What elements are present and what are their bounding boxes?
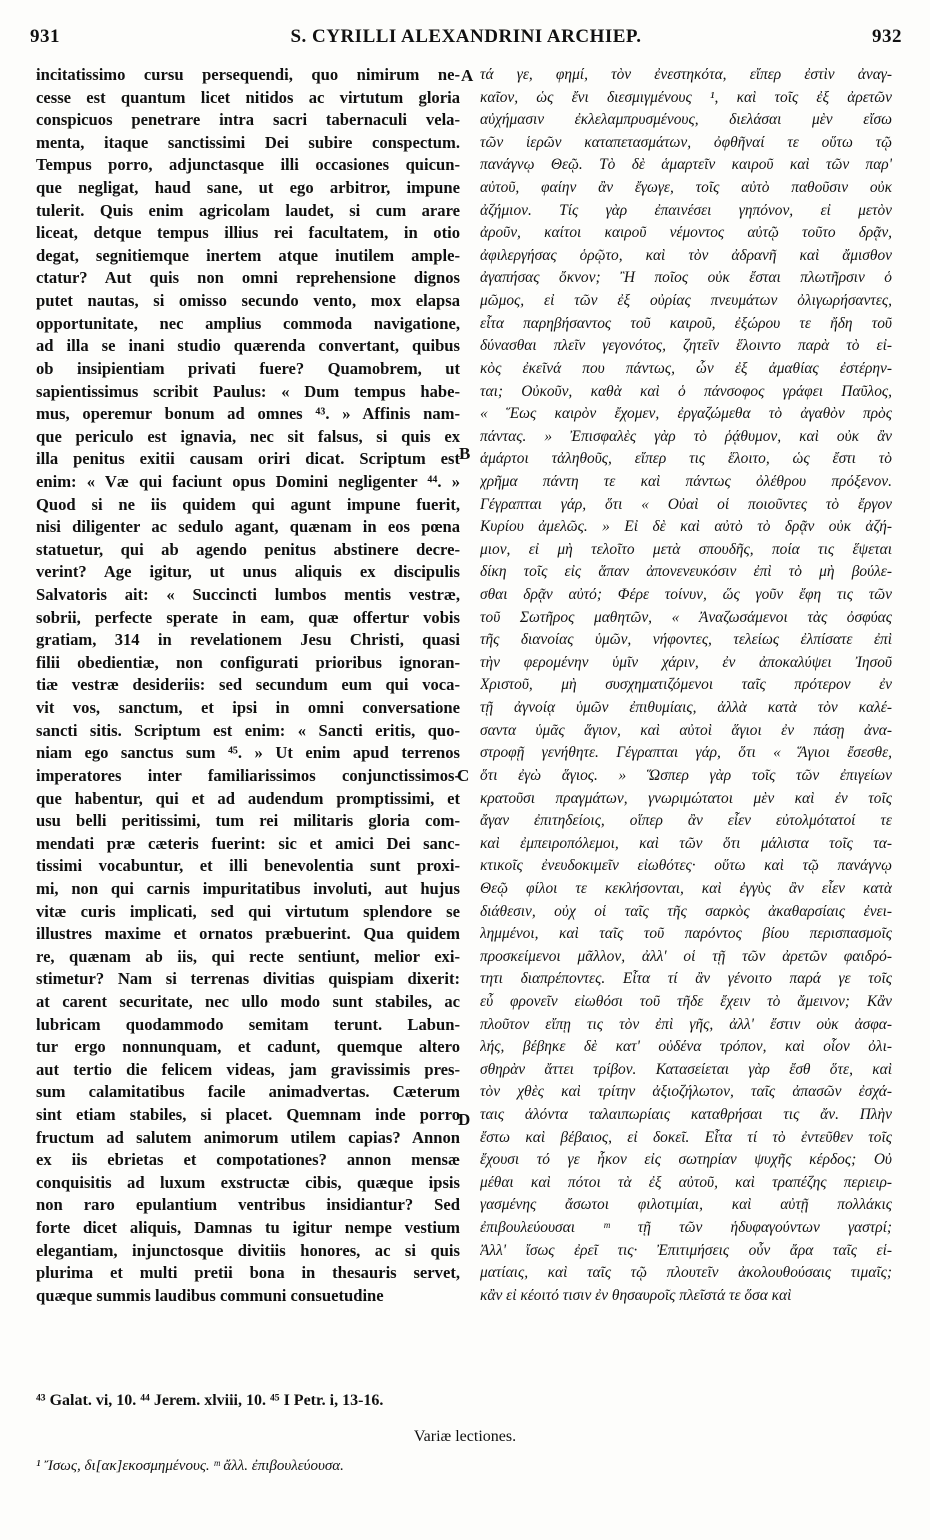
text-line: Γέγραπται γάρ, ὅτι « Οὐαὶ οἱ ποιοῦντες τὸ ἔργον — [480, 495, 892, 513]
text-line: τὴν φερομένην ὑμῖν χάριν, ἐν ἀποκαλύψει Ἰησοῦ — [480, 653, 892, 671]
text-line: ex iis ebrietas et compotationes? annon mensæ — [36, 1150, 460, 1170]
text-line: προσκείμενοι μᾶλλον, ἀλλ' οἱ τῇ τῶν ἀρετῶν φαιδρό- — [480, 947, 892, 965]
text-line: stimetur? Nam si terrenas divitias quispiam dixerit: — [36, 969, 460, 989]
text-line: Salvatoris ait: « Succincti lumbos mentis vestræ, — [36, 585, 460, 605]
text-line: sint etiam stabiles, si placet. Quemnam inde porro — [36, 1105, 460, 1125]
text-line: Θεῷ φίλοι τε κεκλήσονται, καὶ ἐγγὺς ἂν εἶεν κατὰ — [480, 879, 892, 897]
text-line: κὸς ἐκεῖνά που πάντως, ὧν ἐξ ἀμαθίας ἐστέρην- — [480, 359, 892, 377]
text-line: τοῦ Σωτῆρος μαθητῶν, « Ἀναζωσάμενοι τὰς ὀσφύας — [480, 608, 892, 626]
text-line: Tempus porro, adjunctasque illi occasiones quicun- — [36, 155, 460, 175]
text-line: forte dicet aliquis, Damnas tu igitur nempe vestium — [36, 1218, 460, 1238]
text-line: mus, operemur bonum ad omnes ⁴³. » Affinis nam- — [36, 404, 460, 424]
text-line: Ἀλλ' ἴσως ἐρεῖ τις· Ἐπιτιμήσεις οὖν ἄρα ταῖς εἱ- — [480, 1241, 892, 1259]
text-line: que negligat, haud sane, ut ego arbitror, impune — [36, 178, 460, 198]
text-line: μέθαι καὶ πότοι τὰ ἐξ αὐτοῦ, καὶ τραπέζης περιειρ- — [480, 1173, 892, 1191]
text-line: conquisitis ad luxum exstructæ cibis, quæque ipsis — [36, 1172, 460, 1192]
text-line: γασμένης ἄσωτοι φιλοτιμίαι, καὶ αὐτῇ πολλάκις — [480, 1196, 892, 1214]
text-line: ἄγαν ἐπιτηδείοις, οἵπερ ἂν εἶεν εὐτολμότατοί τε — [480, 812, 892, 830]
text-line: sobrii, perfecte sperate in eam, quæ offertur vobis — [36, 607, 460, 627]
text-line: ad illa se inani studio quærenda convertant, quibus — [36, 336, 460, 356]
text-line: elegantiam, injunctosque divitiis honores, ac si quis — [36, 1240, 460, 1260]
text-line: ται; Οὐκοῦν, καθὰ καὶ ὁ πάνσοφος γράφει Παῦλος, — [480, 382, 892, 400]
text-line: αὐχήμασιν ἐκλελαμπρυσμένους, διελάσαι μὲν εἴσω — [480, 111, 892, 129]
text-line: usu belli peritissimi, tum rei militaris gloria com- — [36, 811, 460, 831]
text-line: Quod si ne iis quidem qui agunt impune fuerit, — [36, 494, 460, 514]
latin-column — [36, 64, 460, 1308]
text-line: verint? Age igitur, ut unus aliquis ex discipulis — [36, 562, 460, 582]
running-header — [30, 22, 902, 52]
text-line: tur ergo nonnunquam, et cadunt, quemque altero — [36, 1037, 460, 1057]
text-line: sapientissimus scribit Paulus: « Dum tempus habe- — [36, 381, 460, 401]
text-line: tiæ vestræ desideriis: sed secundum eum qui voca- — [36, 675, 460, 695]
text-line: niam ego sanctus sum ⁴⁵. » Ut enim apud terrenos — [36, 743, 460, 763]
text-line: degat, segnitiemque inertem atque inutilem ample- — [36, 245, 460, 265]
text-line: aut tertio die felicem videas, jam gravissimis pres- — [36, 1059, 460, 1079]
footnotes: ⁴³ Galat. vi, 10. ⁴⁴ Jerem. xlviii, 10. ⁴⁵ I Petr. i, 13-16. — [36, 1392, 384, 1409]
text-line: tissimi vocabuntur, et illi benevolentia sunt proxi- — [36, 856, 460, 876]
page-number-right: 932 — [872, 26, 902, 47]
text-line: σθηρὰν ἄττει τρίβον. Κατασείεται γὰρ ἔσθ ὅτε, καὶ — [480, 1060, 892, 1078]
text-line: imperatores inter familiarissimos conjunctissimos- — [36, 765, 460, 785]
text-line: σθαι δρᾷν αὐτό; Φέρε τοίνυν, ὥς γοῦν ἔφη τις τῶν — [480, 586, 892, 604]
text-line: gratiam, 314 in revelationem Jesu Christi, quasi — [36, 630, 460, 650]
text-line: καῖον, ὡς ἔνι διεσμιγμένους ¹, καὶ τοῖς ἐξ ἀρετῶν — [480, 88, 892, 106]
variae-lectiones-title: Variæ lectiones. — [413, 1428, 517, 1445]
text-line: ἀζήμιον. Τίς γὰρ ἐπαινέσει γηπόνον, εἰ μετὸν — [480, 201, 892, 219]
text-line: ἔχουσι τό γε ἧκον εἰς σωτηρίαν ψυχῆς κέρδος; Οὐ — [480, 1151, 892, 1169]
text-line: opportunitate, nec amplius commoda navigatione, — [36, 313, 460, 333]
text-line: vit vos, sanctum, et ipsi in omni conversatione — [36, 698, 460, 718]
text-line: que periculo est ignavia, nec sit falsus, si quis ex — [36, 426, 460, 446]
section-marker-c: C — [457, 766, 470, 785]
text-line: ctatur? Aut quis non omni reprehensione dignos — [36, 268, 460, 288]
text-line: τῆς διανοίας ὑμῶν, νήφοντες, τελείως ἐλπίσατε ἐπὶ — [480, 631, 892, 649]
text-line: πανάγνῳ Θεῷ. Τὸ δὲ ἁμαρτεῖν καιροῦ καὶ τῶν παρ' — [480, 156, 892, 174]
text-line: incitatissimo cursu persequendi, quo nimirum ne- — [36, 65, 460, 84]
text-line: sum calamitatibus facile animadvertas. Cæterum — [36, 1082, 460, 1102]
text-line: nisi diligenter ac sedulo agant, quænam in eos pœna — [36, 517, 460, 537]
text-line: λής, βέβηκε δὲ κατ' οὐδένα τρόπον, καὶ οἷον ὀλι- — [480, 1038, 892, 1056]
text-line: non raro epulantium ventribus insidiantur? Sed — [36, 1195, 460, 1215]
text-line: at carent securitate, nec ullo modo sunt stabiles, ac — [36, 991, 460, 1011]
text-line: δίκη τοῖς εἰς ἅπαν ἀπονενευκόσιν ἐπὶ τὸ μὴ βούλε- — [480, 563, 892, 581]
text-line: δύνασθαι πλεῖν γεγονότος, ζητεῖν ἕλοιντο παρὰ τὸ εἰ- — [480, 337, 892, 355]
text-line: στροφῇ γενήθητε. Γέγραπται γάρ, ὅτι « Ἅγιοι ἔσεσθε, — [480, 744, 892, 762]
text-line: λημμένοι, καὶ ταῖς τοῦ παρόντος βίου περισπασμοῖς — [480, 925, 892, 943]
section-marker-a: A — [461, 66, 474, 85]
text-line: mendati præ cæteris fuerint: sic et amici Dei sanc- — [36, 833, 460, 853]
text-line: ἔστω καὶ βέβαιος, εἰ δοκεῖ. Εἶτα τί τὸ ἐντεῦθεν τοῖς — [480, 1128, 892, 1146]
text-line: vitæ curis implicati, sed qui virtutum splendore se — [36, 901, 460, 921]
text-line: re, quænam ab iis, qui recte sentiunt, melior exi- — [36, 946, 460, 966]
text-line: χρῆμα πάντη τε καὶ πάντως ὀλέθρου πρόξενον. — [480, 472, 892, 490]
greek-column — [480, 64, 892, 1308]
text-line: Χριστοῦ, μὴ συσχηματιζόμενοι ταῖς πρότερον ἐν — [480, 676, 892, 694]
text-line: que habentur, qui et ad audendum promptissimi, et — [36, 788, 460, 808]
text-line: plurima et multi pretii bona in thesauris servet, — [36, 1263, 460, 1283]
text-line: menta, itaque sanctissimi Dei subire conspectum. — [36, 132, 460, 152]
text-line: κρατοῦσι πραγμάτων, γνωριμώτατοι μὲν καὶ ἐν τοῖς — [480, 789, 892, 807]
text-line: ἀφιλεργήσας ὁρῷτο, καὶ τὸν ἀδρανῆ καὶ ἄμισθον — [480, 246, 892, 264]
text-line: ματίαις, καὶ ταῖς τῷ πλουτεῖν ἀκολουθούσαις τιμαῖς; — [480, 1264, 892, 1282]
text-line: κτικοῖς ἐνευδοκιμεῖν εἰωθότες· οὕτω καὶ τῷ πανάγνῳ — [480, 857, 892, 875]
text-line: cesse est quantum licet nitidos ac virtutum gloria — [36, 87, 460, 107]
section-marker-d: D — [458, 1110, 471, 1129]
text-line: « Ἕως καιρὸν ἔχομεν, ἐργαζώμεθα τὸ ἀγαθὸν πρὸς — [480, 405, 892, 423]
text-line: σαντα ὑμᾶς ἅγιον, καὶ αὐτοὶ ἅγιοι ἐν πάσῃ ἀνα- — [480, 721, 892, 739]
text-line: κἂν εἰ κέοιτό τισιν ἐν θησαυροῖς πλεῖστά τε ὅσα καὶ — [480, 1286, 792, 1304]
text-line: ob insipientiam privati fuere? Quamobrem, ut — [36, 358, 460, 378]
text-line: illustres maxime et ornatos præbuerint. Qua quidem — [36, 924, 460, 944]
text-line: μιον, εἰ μὴ τελοῖτο μετὰ σπουδῆς, ποία τις ἕψεται — [480, 540, 892, 558]
text-line: ἐπιβουλεύουσαι ᵐ τῇ τῶν ἡδυφαγούντων γαστρί; — [480, 1219, 892, 1237]
text-line: conspicuos penetrare intra sacri tabernaculi vela- — [36, 110, 460, 130]
text-line: τῇ ἀγνοίᾳ ὑμῶν ἐπιθυμίαις, ἀλλὰ κατὰ τὸν καλέ- — [480, 699, 892, 717]
text-line: illa penitus exitii causam oriri dicat. Scriptum est — [36, 449, 460, 469]
text-line: ταις ἁλόντα ταλαιπωρίαις καταθρήσαι τις ἄν. Πλὴν — [480, 1106, 892, 1124]
text-line: filii obedientiæ, non configurati prioribus ignoran- — [36, 652, 460, 672]
text-line: πλοῦτον εἴπῃ τις τὸν ἐπὶ γῆς, ἀλλ' ἔστιν οὐκ ἀσφα- — [480, 1015, 892, 1033]
text-line: διάθεσιν, οὐχ οἱ ταῖς τῆς σαρκὸς ἀκαθαρσίαις ἐνει- — [480, 902, 892, 920]
page-number-left: 931 — [30, 26, 60, 47]
text-line: τητι διαπρέποντες. Εἶτα τί ἂν γένοιτο παρά γε τοῖς — [480, 970, 892, 988]
text-line: fructum ad salutem animorum utilem capias? Annon — [36, 1127, 460, 1147]
text-line: τῶν ἱερῶν καταπετασμάτων, ὀφθῆναί τε οὕτω τῷ — [480, 133, 892, 151]
text-line: quæque summis laudibus communi consuetudine — [36, 1285, 384, 1305]
text-line: Κυρίου ἀμελῶς. » Εἰ δὲ καὶ αὐτὸ τὸ δρᾷν οὐκ ἀζή- — [480, 518, 892, 536]
text-line: τά γε, φημί, τὸν ἐνεστηκότα, εἴπερ ἐστὶν ἀναγ- — [480, 66, 892, 83]
text-line: ἀροῦν, καίτοι καιροῦ νέμοντος αὐτῷ τοῦτο δρᾷν, — [480, 224, 892, 242]
text-line: lubricam quodammodo semitam terunt. Labun- — [36, 1014, 460, 1034]
text-line: πάντας. » Ἐπισφαλὲς γὰρ τὸ ῥᾴθυμον, καὶ οὐκ ἂν — [480, 427, 892, 445]
text-line: εἶτα παρηβήσαντος τοῦ καιροῦ, ἐξώρου τε ἤδη τοῦ — [480, 314, 892, 332]
text-line: sancti sitis. Scriptum est enim: « Sancti eritis, quo- — [36, 720, 460, 740]
text-line: putet nautas, si omisso secundo vento, mox elapsa — [36, 291, 460, 311]
text-line: enim: « Væ qui faciunt opus Domini negligenter ⁴⁴. » — [36, 471, 460, 491]
running-title: S. CYRILLI ALEXANDRINI ARCHIEP. — [290, 26, 642, 47]
text-line: αὐτοῦ, φαίην ἂν ἔγωγε, τοῖς αὐτὸ παθοῦσιν οὐκ — [480, 179, 892, 197]
text-line: ἀγαπήσας ὄκνον; Ἢ ποῖος οὐκ ἔσται πλωτῆρσιν ὁ — [480, 269, 892, 287]
text-line: μῶμος, εἰ τῶν ἐξ οὐρίας πνευμάτων ὀλιγωρήσαντες, — [480, 292, 892, 310]
section-marker-b: B — [459, 444, 471, 463]
text-line: liceat, detque tempus illius rei facultatem, in otio — [36, 223, 460, 243]
text-line: mi, non qui carnis impuritatibus involuti, aut hujus — [36, 878, 460, 898]
text-line: εὖ φρονεῖν εἰωθόσι τοῦ τῆδε ἔχειν τὸ ἄμεινον; Κἂν — [480, 992, 892, 1010]
text-line: τὸν χθὲς καὶ τρίτην ἀξιοζήλωτον, ταῖς ἀπασῶν ἐσχά- — [480, 1083, 892, 1101]
text-line: ὅτι ἐγὼ ἅγιος. » Ὥσπερ γὰρ τοῖς τῶν ἐπιγείων — [480, 766, 892, 784]
text-line: tulerit. Quis enim agricolam laudet, si cum arare — [36, 200, 460, 220]
variant-readings: ¹ Ἴσως, δι[ακ]εκοσμημένους. ᵐ ἄλλ. ἐπιβουλεύουσα. — [36, 1458, 344, 1474]
text-line: καὶ ἐμπειροπόλεμοι, καὶ τῶν ὅτι μάλιστα τοῖς τα- — [480, 834, 892, 852]
text-line: ἁμάρτοι τἀληθοῦς, εἴπερ τις ἕλοιτο, ὡς ἔστι τὸ — [480, 450, 892, 468]
text-line: statuetur, qui ab agendo penitus abstinere decre- — [36, 539, 460, 559]
